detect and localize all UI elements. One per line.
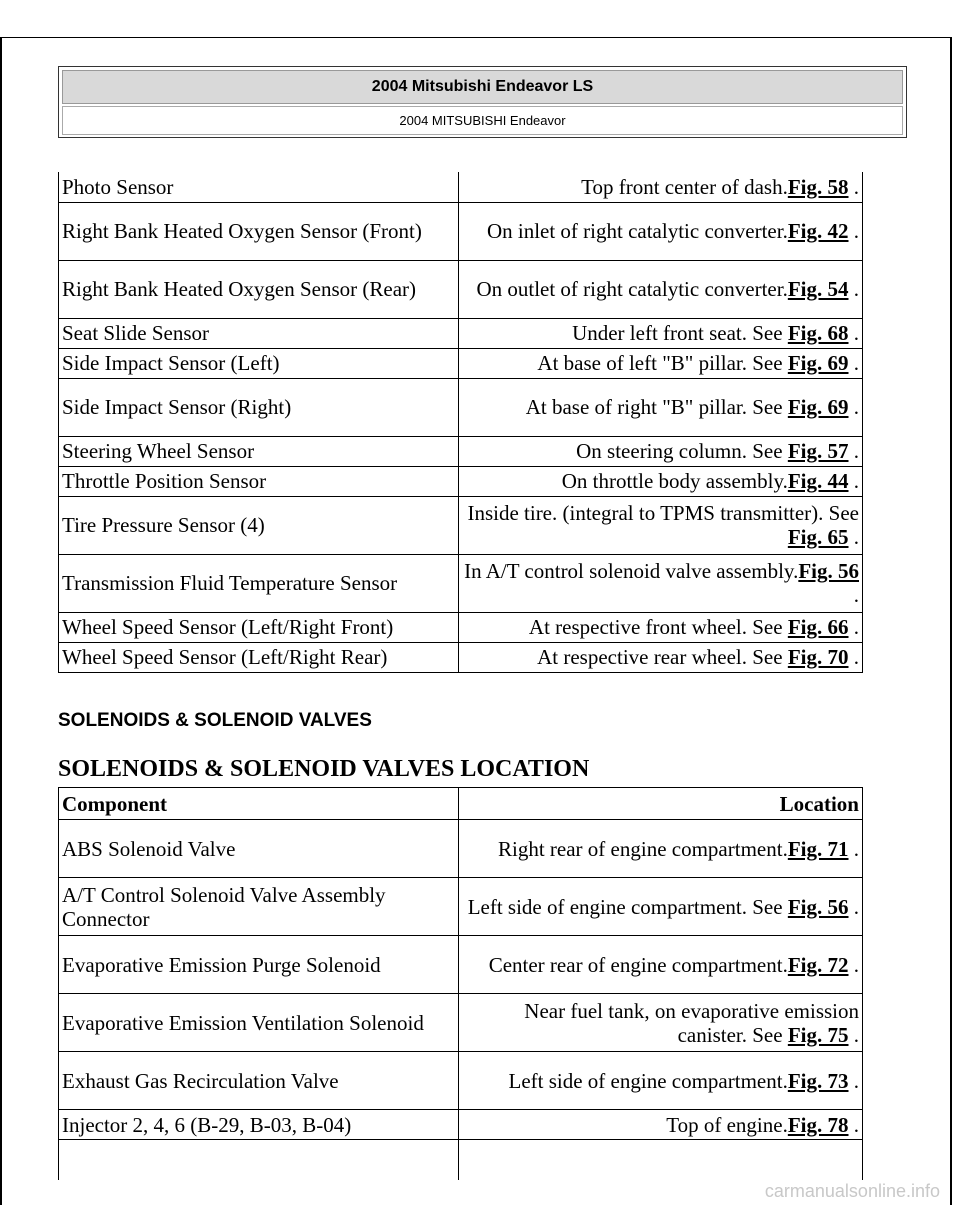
component-cell: Tire Pressure Sensor (4) <box>59 496 459 554</box>
location-cell: Top front center of dash.Fig. 58 . <box>459 172 863 202</box>
figure-link[interactable]: Fig. 57 <box>787 439 849 463</box>
section-heading: SOLENOIDS & SOLENOID VALVES <box>58 710 372 731</box>
figure-link[interactable]: Fig. 68 <box>787 321 849 345</box>
component-cell: Transmission Fluid Temperature Sensor <box>59 554 459 612</box>
figure-link[interactable]: Fig. 56 <box>787 894 849 919</box>
location-cell: At base of left "B" pillar. See Fig. 69 . <box>459 348 863 378</box>
location-cell: On outlet of right catalytic converter.Fig. 54 . <box>459 260 863 318</box>
component-cell: Steering Wheel Sensor <box>59 436 459 466</box>
component-cell: Evaporative Emission Ventilation Solenoid <box>59 994 459 1052</box>
table-row <box>59 936 863 994</box>
header-subtitle: 2004 MITSUBISHI Endeavor <box>62 106 903 135</box>
location-cell: Left side of engine compartment.Fig. 73 . <box>459 1052 863 1110</box>
table-row <box>59 1052 863 1110</box>
table-row <box>59 554 863 612</box>
table-row <box>59 612 863 642</box>
table-row <box>59 172 863 202</box>
figure-link[interactable]: Fig. 42 <box>787 219 849 243</box>
table-row <box>59 202 863 260</box>
table-row <box>59 348 863 378</box>
figure-link[interactable]: Fig. 69 <box>787 395 849 419</box>
component-cell: Wheel Speed Sensor (Left/Right Front) <box>59 612 459 642</box>
figure-link[interactable]: Fig. 65 <box>787 525 849 549</box>
component-cell: Injector 2, 4, 6 (B-29, B-03, B-04) <box>59 1110 459 1140</box>
location-cell: Center rear of engine compartment.Fig. 72 . <box>459 936 863 994</box>
location-cell <box>459 1140 863 1180</box>
figure-link[interactable]: Fig. 56 <box>798 559 859 583</box>
table-header-row <box>59 788 863 820</box>
component-cell: Evaporative Emission Purge Solenoid <box>59 936 459 994</box>
figure-link[interactable]: Fig. 78 <box>787 1112 849 1137</box>
figure-link[interactable]: Fig. 58 <box>787 174 849 199</box>
table-row <box>59 318 863 348</box>
location-cell: Right rear of engine compartment.Fig. 71 . <box>459 820 863 878</box>
column-header-location: Location <box>459 788 863 820</box>
location-cell: Inside tire. (integral to TPMS transmitter). See Fig. 65 . <box>459 496 863 554</box>
document-header <box>58 66 907 138</box>
location-cell: At respective rear wheel. See Fig. 70 . <box>459 642 863 672</box>
figure-link[interactable]: Fig. 73 <box>787 1068 849 1093</box>
watermark: carmanualsonline.info <box>764 1181 940 1201</box>
component-cell: Side Impact Sensor (Left) <box>59 348 459 378</box>
table-row <box>59 378 863 436</box>
column-header-component: Component <box>59 788 459 820</box>
location-cell: At base of right "B" pillar. See Fig. 69 . <box>459 378 863 436</box>
component-cell: Right Bank Heated Oxygen Sensor (Rear) <box>59 260 459 318</box>
figure-link[interactable]: Fig. 71 <box>787 836 849 861</box>
figure-link[interactable]: Fig. 70 <box>787 645 849 669</box>
table-row <box>59 642 863 672</box>
table-row <box>59 820 863 878</box>
table-title: SOLENOIDS & SOLENOID VALVES LOCATION <box>58 756 590 782</box>
location-cell: At respective front wheel. See Fig. 66 . <box>459 612 863 642</box>
component-cell: A/T Control Solenoid Valve Assembly Connector <box>59 878 459 936</box>
table-row <box>59 436 863 466</box>
component-cell: Photo Sensor <box>59 172 459 202</box>
component-cell: ABS Solenoid Valve <box>59 820 459 878</box>
table-row-empty <box>59 1140 863 1180</box>
sensors-location-table <box>58 172 863 673</box>
location-cell: On steering column. See Fig. 57 . <box>459 436 863 466</box>
table-row <box>59 496 863 554</box>
table-row <box>59 1110 863 1140</box>
figure-link[interactable]: Fig. 44 <box>787 469 849 493</box>
location-cell: Under left front seat. See Fig. 68 . <box>459 318 863 348</box>
table-row <box>59 878 863 936</box>
component-cell: Seat Slide Sensor <box>59 318 459 348</box>
figure-link[interactable]: Fig. 75 <box>787 1022 849 1047</box>
location-cell: Top of engine.Fig. 78 . <box>459 1110 863 1140</box>
table-row <box>59 994 863 1052</box>
location-cell: Left side of engine compartment. See Fig. 56 . <box>459 878 863 936</box>
component-cell: Throttle Position Sensor <box>59 466 459 496</box>
component-cell: Right Bank Heated Oxygen Sensor (Front) <box>59 202 459 260</box>
location-cell: On throttle body assembly.Fig. 44 . <box>459 466 863 496</box>
table-row <box>59 260 863 318</box>
location-cell: On inlet of right catalytic converter.Fig. 42 . <box>459 202 863 260</box>
header-title: 2004 Mitsubishi Endeavor LS <box>62 70 903 104</box>
component-cell: Wheel Speed Sensor (Left/Right Rear) <box>59 642 459 672</box>
figure-link[interactable]: Fig. 54 <box>787 277 849 301</box>
location-cell: Near fuel tank, on evaporative emission canister. See Fig. 75 . <box>459 994 863 1052</box>
table-row <box>59 466 863 496</box>
solenoids-location-table <box>58 787 863 1180</box>
location-cell: In A/T control solenoid valve assembly.Fig. 56 . <box>459 554 863 612</box>
component-cell <box>59 1140 459 1180</box>
component-cell: Side Impact Sensor (Right) <box>59 378 459 436</box>
figure-link[interactable]: Fig. 72 <box>787 952 849 977</box>
figure-link[interactable]: Fig. 66 <box>787 615 849 639</box>
component-cell: Exhaust Gas Recirculation Valve <box>59 1052 459 1110</box>
figure-link[interactable]: Fig. 69 <box>787 351 849 375</box>
